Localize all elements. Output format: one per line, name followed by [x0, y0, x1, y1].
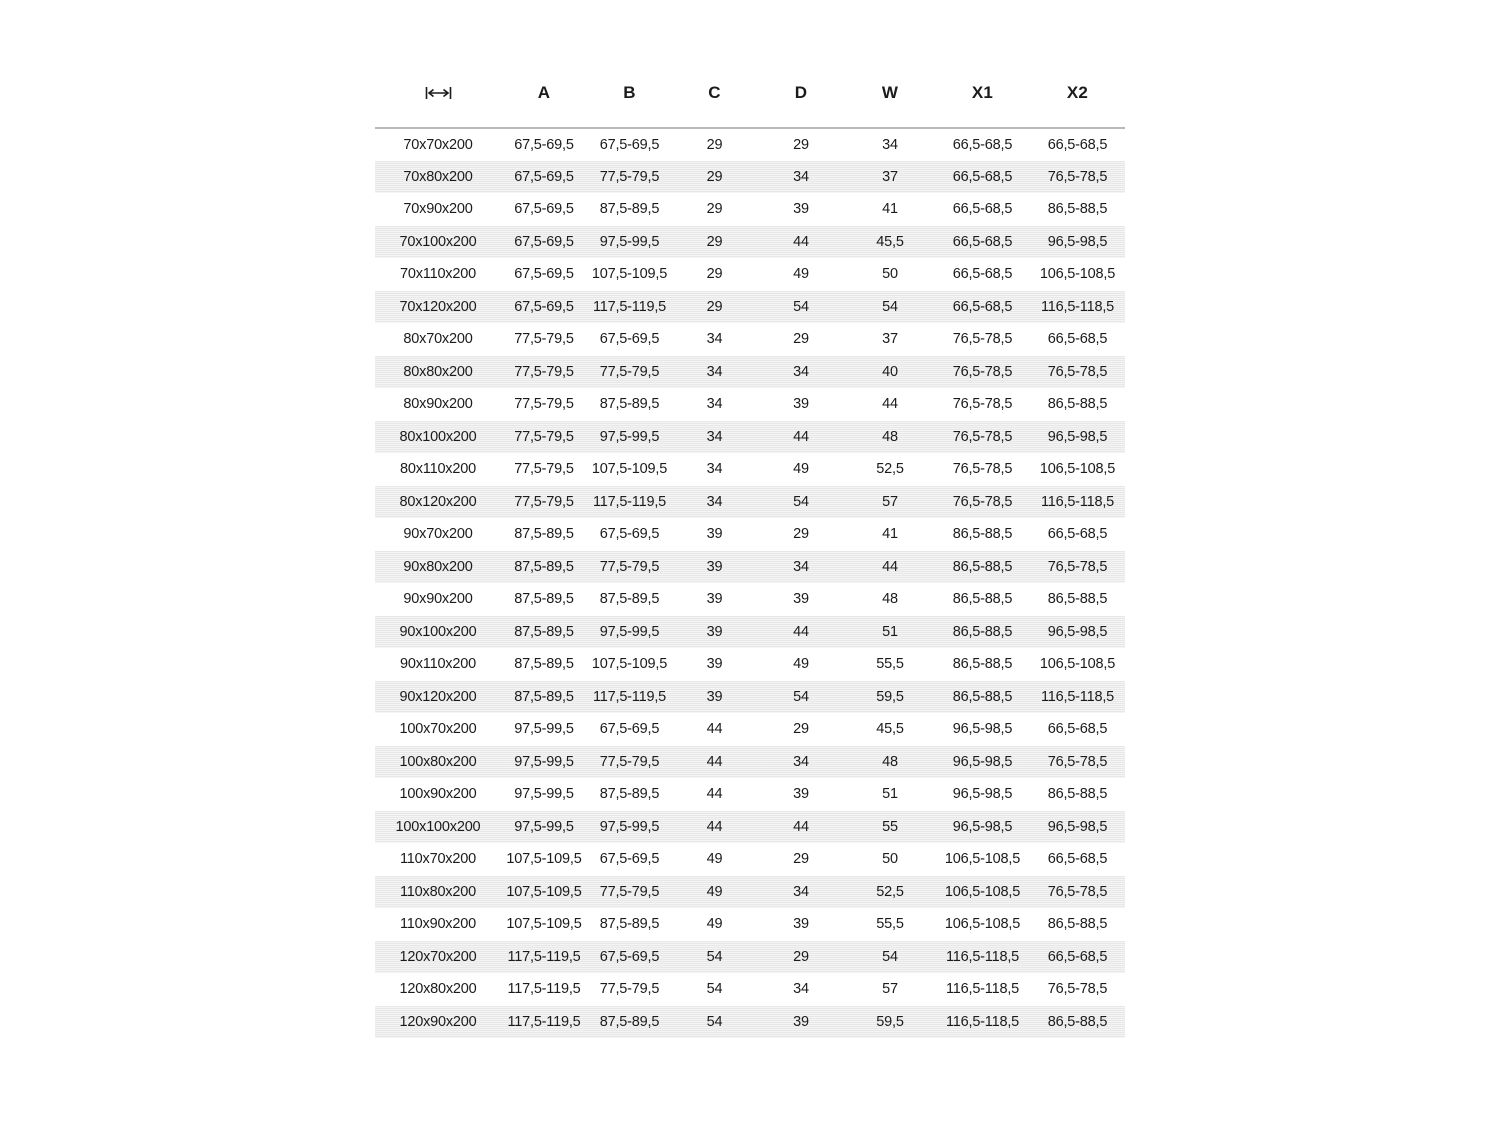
table-row: [375, 453, 1125, 486]
value-cell: 77,5-79,5: [501, 356, 587, 389]
size-cell: 90x80x200: [375, 551, 501, 584]
value-cell: 49: [793, 266, 809, 283]
value-cell: 39: [793, 916, 809, 933]
table-row: [375, 551, 1125, 584]
value-cell: 86,5-88,5: [1047, 591, 1108, 608]
value-cell: 49: [793, 656, 809, 673]
value-cell: 97,5-99,5: [514, 786, 574, 803]
value-cell: 76,5-78,5: [935, 356, 1030, 389]
table-row: [375, 128, 1125, 161]
value-cell: 87,5-89,5: [501, 616, 587, 649]
value-cell: 66,5-68,5: [935, 291, 1030, 324]
value-cell: 97,5-99,5: [514, 721, 574, 738]
value-cell: 87,5-89,5: [587, 1006, 672, 1039]
value-cell: 96,5-98,5: [935, 746, 1030, 779]
value-cell: 76,5-78,5: [952, 331, 1013, 348]
column-header-w: W: [845, 72, 935, 128]
table-row: [375, 876, 1125, 909]
table-row: [375, 486, 1125, 519]
value-cell: 106,5-108,5: [1039, 266, 1116, 283]
value-cell: 55: [845, 811, 935, 844]
value-cell: 59,5: [845, 681, 935, 714]
value-cell: 67,5-69,5: [599, 526, 660, 543]
value-cell: 96,5-98,5: [952, 786, 1013, 803]
value-cell: 107,5-109,5: [591, 656, 668, 673]
value-cell: 107,5-109,5: [591, 461, 668, 478]
value-cell: 41: [882, 526, 898, 543]
size-cell: 90x120x200: [375, 681, 501, 714]
value-cell: 116,5-118,5: [935, 1006, 1030, 1039]
value-cell: 97,5-99,5: [587, 226, 672, 259]
size-cell: 80x90x200: [403, 396, 473, 413]
value-cell: 97,5-99,5: [587, 616, 672, 649]
table-row: [375, 1006, 1125, 1039]
value-cell: 86,5-88,5: [952, 656, 1013, 673]
value-cell: 67,5-69,5: [501, 161, 587, 194]
value-cell: 66,5-68,5: [1047, 136, 1108, 153]
value-cell: 117,5-119,5: [501, 1006, 587, 1039]
value-cell: 34: [757, 746, 845, 779]
value-cell: 49: [706, 851, 723, 868]
value-cell: 37: [845, 161, 935, 194]
value-cell: 48: [882, 591, 898, 608]
value-cell: 66,5-68,5: [1047, 721, 1108, 738]
value-cell: 29: [706, 136, 723, 153]
value-cell: 34: [672, 356, 757, 389]
value-cell: 66,5-68,5: [952, 136, 1013, 153]
table-row: [375, 908, 1125, 941]
table-row: [375, 713, 1125, 746]
value-cell: 86,5-88,5: [952, 591, 1013, 608]
value-cell: 106,5-108,5: [1039, 461, 1116, 478]
value-cell: 55,5: [876, 916, 904, 933]
value-cell: 87,5-89,5: [599, 201, 660, 218]
dimensions-table: [375, 72, 1125, 1038]
value-cell: 54: [672, 941, 757, 974]
value-cell: 39: [672, 681, 757, 714]
value-cell: 34: [793, 981, 809, 998]
width-dimension-icon: [425, 86, 452, 100]
size-cell: 110x90x200: [400, 916, 476, 933]
value-cell: 34: [882, 136, 898, 153]
value-cell: 67,5-69,5: [599, 331, 660, 348]
value-cell: 39: [793, 786, 809, 803]
value-cell: 29: [757, 941, 845, 974]
value-cell: 76,5-78,5: [1030, 876, 1125, 909]
size-cell: 80x110x200: [400, 461, 476, 478]
value-cell: 39: [757, 1006, 845, 1039]
size-cell: 70x80x200: [375, 161, 501, 194]
table-row: [375, 323, 1125, 356]
column-header-x1: X1: [935, 72, 1030, 128]
value-cell: 34: [757, 356, 845, 389]
value-cell: 51: [882, 786, 898, 803]
value-cell: 76,5-78,5: [952, 461, 1013, 478]
value-cell: 76,5-78,5: [1030, 161, 1125, 194]
value-cell: 77,5-79,5: [501, 486, 587, 519]
value-cell: 77,5-79,5: [514, 396, 574, 413]
value-cell: 40: [845, 356, 935, 389]
value-cell: 29: [672, 291, 757, 324]
column-header-a: A: [501, 72, 587, 128]
value-cell: 44: [706, 721, 723, 738]
value-cell: 87,5-89,5: [599, 591, 660, 608]
size-cell: 70x100x200: [375, 226, 501, 259]
value-cell: 116,5-118,5: [1030, 486, 1125, 519]
value-cell: 87,5-89,5: [514, 591, 574, 608]
table-row: [375, 843, 1125, 876]
value-cell: 66,5-68,5: [935, 226, 1030, 259]
value-cell: 96,5-98,5: [1030, 811, 1125, 844]
value-cell: 44: [672, 746, 757, 779]
value-cell: 86,5-88,5: [935, 551, 1030, 584]
value-cell: 76,5-78,5: [935, 421, 1030, 454]
table-row: [375, 811, 1125, 844]
value-cell: 45,5: [845, 226, 935, 259]
value-cell: 37: [882, 331, 898, 348]
value-cell: 116,5-118,5: [935, 941, 1030, 974]
table-row: [375, 681, 1125, 714]
size-cell: 70x120x200: [375, 291, 501, 324]
value-cell: 87,5-89,5: [501, 681, 587, 714]
value-cell: 44: [882, 396, 898, 413]
table-body: [375, 128, 1125, 1038]
value-cell: 34: [757, 551, 845, 584]
value-cell: 117,5-119,5: [587, 681, 672, 714]
value-cell: 34: [706, 396, 723, 413]
value-cell: 67,5-69,5: [514, 136, 574, 153]
table-row: [375, 421, 1125, 454]
size-cell: 70x90x200: [403, 201, 473, 218]
value-cell: 66,5-68,5: [1030, 941, 1125, 974]
value-cell: 97,5-99,5: [501, 811, 587, 844]
size-cell: 80x70x200: [403, 331, 473, 348]
value-cell: 29: [672, 226, 757, 259]
value-cell: 106,5-108,5: [1039, 656, 1116, 673]
value-cell: 67,5-69,5: [514, 201, 574, 218]
value-cell: 86,5-88,5: [1047, 786, 1108, 803]
value-cell: 48: [845, 421, 935, 454]
value-cell: 44: [757, 811, 845, 844]
table-row: [375, 941, 1125, 974]
value-cell: 107,5-109,5: [506, 851, 582, 868]
value-cell: 77,5-79,5: [587, 161, 672, 194]
column-header-d: D: [757, 72, 845, 128]
value-cell: 67,5-69,5: [501, 291, 587, 324]
value-cell: 107,5-109,5: [501, 876, 587, 909]
value-cell: 29: [706, 201, 723, 218]
column-header-c: C: [672, 72, 757, 128]
value-cell: 97,5-99,5: [587, 421, 672, 454]
value-cell: 107,5-109,5: [506, 916, 582, 933]
value-cell: 54: [757, 681, 845, 714]
value-cell: 29: [793, 721, 809, 738]
value-cell: 34: [672, 421, 757, 454]
value-cell: 66,5-68,5: [952, 266, 1013, 283]
value-cell: 45,5: [876, 721, 904, 738]
value-cell: 29: [706, 266, 723, 283]
value-cell: 87,5-89,5: [599, 396, 660, 413]
value-cell: 97,5-99,5: [501, 746, 587, 779]
value-cell: 34: [757, 161, 845, 194]
value-cell: 77,5-79,5: [587, 876, 672, 909]
size-cell: 110x70x200: [400, 851, 476, 868]
header-row: [375, 72, 1125, 128]
value-cell: 39: [793, 396, 809, 413]
value-cell: 44: [706, 786, 723, 803]
size-cell: 120x80x200: [399, 981, 477, 998]
value-cell: 49: [793, 461, 809, 478]
value-cell: 77,5-79,5: [514, 331, 574, 348]
value-cell: 116,5-118,5: [1030, 291, 1125, 324]
size-cell: 90x100x200: [375, 616, 501, 649]
size-cell: 100x80x200: [375, 746, 501, 779]
value-cell: 76,5-78,5: [952, 396, 1013, 413]
value-cell: 67,5-69,5: [599, 721, 660, 738]
table-row: [375, 356, 1125, 389]
value-cell: 39: [706, 526, 723, 543]
size-cell: 70x110x200: [400, 266, 476, 283]
value-cell: 29: [793, 851, 809, 868]
value-cell: 54: [845, 291, 935, 324]
table-row: [375, 291, 1125, 324]
value-cell: 106,5-108,5: [944, 851, 1021, 868]
value-cell: 39: [706, 656, 723, 673]
value-cell: 29: [793, 331, 809, 348]
value-cell: 48: [845, 746, 935, 779]
table-header: [375, 72, 1125, 128]
size-cell: 110x80x200: [375, 876, 501, 909]
value-cell: 67,5-69,5: [599, 136, 660, 153]
table-row: [375, 161, 1125, 194]
value-cell: 29: [793, 136, 809, 153]
value-cell: 76,5-78,5: [1047, 981, 1108, 998]
value-cell: 87,5-89,5: [599, 916, 660, 933]
value-cell: 86,5-88,5: [1047, 396, 1108, 413]
value-cell: 97,5-99,5: [587, 811, 672, 844]
value-cell: 117,5-119,5: [507, 981, 581, 998]
value-cell: 66,5-68,5: [1047, 851, 1108, 868]
value-cell: 77,5-79,5: [587, 746, 672, 779]
value-cell: 54: [706, 981, 723, 998]
value-cell: 117,5-119,5: [587, 291, 672, 324]
value-cell: 86,5-88,5: [1047, 201, 1108, 218]
value-cell: 96,5-98,5: [952, 721, 1013, 738]
value-cell: 44: [757, 616, 845, 649]
value-cell: 66,5-68,5: [935, 161, 1030, 194]
table-row: [375, 518, 1125, 551]
table-row: [375, 778, 1125, 811]
value-cell: 116,5-118,5: [1030, 681, 1125, 714]
value-cell: 86,5-88,5: [1030, 1006, 1125, 1039]
value-cell: 77,5-79,5: [501, 421, 587, 454]
value-cell: 106,5-108,5: [935, 876, 1030, 909]
value-cell: 66,5-68,5: [1047, 526, 1108, 543]
table-row: [375, 616, 1125, 649]
value-cell: 107,5-109,5: [591, 266, 668, 283]
value-cell: 39: [672, 551, 757, 584]
value-cell: 29: [672, 161, 757, 194]
value-cell: 87,5-89,5: [514, 656, 574, 673]
value-cell: 77,5-79,5: [599, 981, 660, 998]
table-row: [375, 973, 1125, 1006]
table-row: [375, 258, 1125, 291]
size-cell: 80x100x200: [375, 421, 501, 454]
value-cell: 76,5-78,5: [1030, 551, 1125, 584]
value-cell: 44: [672, 811, 757, 844]
value-cell: 50: [882, 266, 898, 283]
value-cell: 50: [882, 851, 898, 868]
size-cell: 70x70x200: [403, 136, 473, 153]
value-cell: 117,5-119,5: [501, 941, 587, 974]
value-cell: 49: [706, 916, 723, 933]
value-cell: 116,5-118,5: [945, 981, 1020, 998]
size-column-header: [375, 72, 501, 128]
value-cell: 67,5-69,5: [587, 941, 672, 974]
value-cell: 52,5: [876, 461, 904, 478]
value-cell: 87,5-89,5: [599, 786, 660, 803]
size-cell: 90x70x200: [403, 526, 473, 543]
value-cell: 34: [757, 876, 845, 909]
value-cell: 34: [706, 331, 723, 348]
value-cell: 57: [845, 486, 935, 519]
value-cell: 96,5-98,5: [935, 811, 1030, 844]
size-cell: 100x90x200: [399, 786, 477, 803]
value-cell: 34: [706, 461, 723, 478]
value-cell: 39: [706, 591, 723, 608]
value-cell: 77,5-79,5: [587, 551, 672, 584]
column-header-x2: X2: [1030, 72, 1125, 128]
value-cell: 29: [793, 526, 809, 543]
value-cell: 44: [757, 421, 845, 454]
value-cell: 52,5: [845, 876, 935, 909]
value-cell: 54: [845, 941, 935, 974]
value-cell: 57: [882, 981, 898, 998]
table-row: [375, 193, 1125, 226]
value-cell: 76,5-78,5: [1030, 746, 1125, 779]
value-cell: 77,5-79,5: [514, 461, 574, 478]
value-cell: 87,5-89,5: [514, 526, 574, 543]
size-cell: 90x110x200: [400, 656, 476, 673]
value-cell: 86,5-88,5: [952, 526, 1013, 543]
value-cell: 39: [672, 616, 757, 649]
size-cell: 80x120x200: [375, 486, 501, 519]
value-cell: 49: [672, 876, 757, 909]
value-cell: 39: [793, 591, 809, 608]
table-row: [375, 746, 1125, 779]
table-row: [375, 388, 1125, 421]
value-cell: 44: [845, 551, 935, 584]
value-cell: 41: [882, 201, 898, 218]
value-cell: 51: [845, 616, 935, 649]
size-cell: 100x70x200: [399, 721, 477, 738]
value-cell: 86,5-88,5: [935, 681, 1030, 714]
value-cell: 66,5-68,5: [1047, 331, 1108, 348]
table-row: [375, 226, 1125, 259]
value-cell: 66,5-68,5: [952, 201, 1013, 218]
value-cell: 96,5-98,5: [1030, 421, 1125, 454]
value-cell: 86,5-88,5: [935, 616, 1030, 649]
value-cell: 77,5-79,5: [587, 356, 672, 389]
size-cell: 80x80x200: [375, 356, 501, 389]
value-cell: 106,5-108,5: [944, 916, 1021, 933]
value-cell: 67,5-69,5: [599, 851, 660, 868]
value-cell: 44: [757, 226, 845, 259]
table-row: [375, 648, 1125, 681]
column-header-b: B: [587, 72, 672, 128]
value-cell: 76,5-78,5: [935, 486, 1030, 519]
value-cell: 67,5-69,5: [501, 226, 587, 259]
value-cell: 54: [757, 486, 845, 519]
value-cell: 59,5: [845, 1006, 935, 1039]
value-cell: 87,5-89,5: [501, 551, 587, 584]
value-cell: 76,5-78,5: [1030, 356, 1125, 389]
size-cell: 120x70x200: [375, 941, 501, 974]
table-row: [375, 583, 1125, 616]
value-cell: 67,5-69,5: [514, 266, 574, 283]
value-cell: 34: [672, 486, 757, 519]
dimensions-table-container: [375, 72, 1125, 1038]
value-cell: 54: [757, 291, 845, 324]
value-cell: 39: [793, 201, 809, 218]
value-cell: 55,5: [876, 656, 904, 673]
value-cell: 54: [672, 1006, 757, 1039]
size-cell: 100x100x200: [375, 811, 501, 844]
value-cell: 96,5-98,5: [1030, 226, 1125, 259]
value-cell: 96,5-98,5: [1030, 616, 1125, 649]
size-cell: 90x90x200: [403, 591, 473, 608]
value-cell: 117,5-119,5: [587, 486, 672, 519]
value-cell: 86,5-88,5: [1047, 916, 1108, 933]
size-cell: 120x90x200: [375, 1006, 501, 1039]
